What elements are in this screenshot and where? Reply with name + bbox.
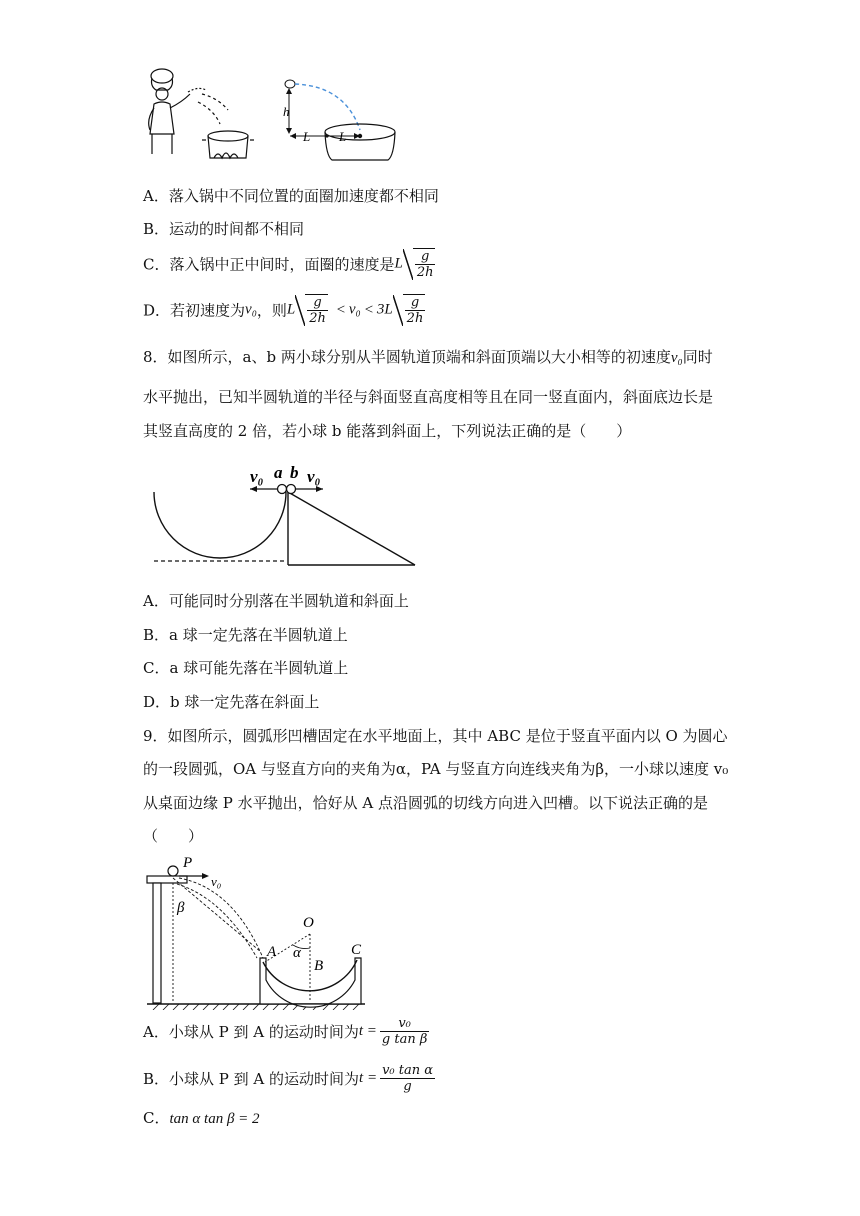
q7-d-sqrt2 <box>403 294 426 326</box>
ball-P <box>168 866 178 876</box>
q7-option-b: B．运动的时间都不相同 <box>143 220 305 238</box>
q9-option-b-text: B．小球从 P 到 A 的运动时间为 <box>143 1070 360 1088</box>
q9-stem-line1: 9．如图所示，圆弧形凹槽固定在水平地面上，其中 ABC 是位于竖直平面内以 O 为圆心 <box>143 727 728 745</box>
label-C: C <box>351 942 362 958</box>
q7-option-c <box>143 248 435 280</box>
ball-b <box>287 485 296 494</box>
q9-a-num: v₀ <box>380 1016 429 1032</box>
q7-d-v0b: v₀ <box>348 301 361 318</box>
q7-c-sqrt <box>413 248 436 280</box>
q9-option-a-text: A．小球从 P 到 A 的运动时间为 <box>143 1023 359 1041</box>
q7-figure <box>140 64 400 164</box>
q8-line1-text: 8．如图所示，a、b 两小球分别从半圆轨道顶端和斜面顶端以大小相等的初速度 <box>143 348 671 366</box>
label-v0-left: v₀ <box>250 467 264 486</box>
groove-block <box>260 958 361 1007</box>
trajectory-diagram <box>283 80 395 160</box>
q8-option-c: C．a 球可能先落在半圆轨道上 <box>143 659 349 677</box>
q8-line1-v0: v₀ <box>670 350 683 366</box>
q9-option-c <box>143 1108 260 1129</box>
q7-d-lt2: < <box>363 301 374 318</box>
label-h: h <box>283 104 290 119</box>
q9-figure <box>143 854 373 1010</box>
label-A: A <box>267 944 277 960</box>
q9-b-den: g <box>403 1079 412 1094</box>
q7-d-num1: g <box>307 295 328 311</box>
q7-d-num2: g <box>405 295 426 311</box>
parabolic-path <box>295 84 360 130</box>
label-b: b <box>290 463 299 482</box>
q7-d-L: L <box>286 301 296 318</box>
q9-b-num: v₀ tan α <box>382 1063 434 1078</box>
label-L1: L <box>303 129 311 144</box>
q8-figure <box>148 458 423 570</box>
label-v0: v₀ <box>211 874 222 889</box>
label-v0-right: v₀ <box>307 467 321 486</box>
q8-stem-line3: 其竖直高度的 2 倍，若小球 b 能落到斜面上，下列说法正确的是（ ） <box>143 422 632 440</box>
q8-stem-line2: 水平抛出，已知半圆轨道的半径与斜面竖直高度相等且在同一竖直面内，斜面底边长是 <box>143 388 714 406</box>
table-leg <box>153 883 161 1003</box>
q8-option-a: A．可能同时分别落在半圆轨道和斜面上 <box>143 592 409 610</box>
q9-option-c-text: C． <box>143 1109 170 1127</box>
q7-d-mid: ，则 <box>256 301 287 320</box>
label-a: a <box>274 463 283 482</box>
chef-illustration <box>149 69 228 154</box>
pot-illustration <box>202 131 254 158</box>
q7-d-sqrt1 <box>305 294 328 326</box>
q7-d-den2: 2h <box>406 311 424 326</box>
q7-option-d <box>143 294 425 326</box>
q7-c-num: g <box>415 249 436 265</box>
incline-slope <box>288 492 415 565</box>
q7-option-c-text: C．落入锅中正中间时，面圈的速度是 <box>143 255 395 274</box>
q9-b-lhs: t = <box>359 1070 378 1086</box>
q7-d-den1: 2h <box>309 311 326 326</box>
table-top <box>147 876 187 883</box>
q9-option-a <box>143 1016 429 1047</box>
ball-a <box>278 485 287 494</box>
q7-option-d-text: D．若初速度为 <box>143 301 246 320</box>
q7-c-den: 2h <box>416 265 434 280</box>
q8-option-d: D．b 球一定先落在斜面上 <box>143 693 320 711</box>
q7-option-a: A．落入锅中不同位置的面圈加速度都不相同 <box>143 187 439 205</box>
q7-d-v0: v₀ <box>245 301 257 318</box>
q9-option-b <box>143 1063 435 1094</box>
q7-c-L: L <box>394 255 403 272</box>
label-P: P <box>183 855 193 871</box>
q7-d-3L: 3L <box>376 301 393 318</box>
label-alpha: α <box>293 945 301 961</box>
q9-c-expr: tan α tan β = 2 <box>169 1111 260 1127</box>
semicircle-track <box>154 492 286 558</box>
q9-a-lhs: t = <box>358 1023 377 1039</box>
q8-option-b: B．a 球一定先落在半圆轨道上 <box>143 626 348 644</box>
label-B: B <box>314 958 324 974</box>
q7-d-lt1: < <box>335 301 346 318</box>
label-O: O <box>303 915 314 931</box>
q9-stem-line4: （ ） <box>143 827 204 845</box>
q8-stem-line1 <box>143 347 713 368</box>
q8-line1-tail: 同时 <box>682 348 713 366</box>
q9-a-den: g tan β <box>381 1032 428 1047</box>
label-L2: L <box>339 129 347 144</box>
label-beta: β <box>177 900 185 916</box>
q9-stem-line2: 的一段圆弧，OA 与竖直方向的夹角为α，PA 与竖直方向连线夹角为β，一小球以速度 v₀ <box>143 760 729 778</box>
q9-stem-line3: 从桌面边缘 P 水平抛出，恰好从 A 点沿圆弧的切线方向进入凹槽。以下说法正确的是 <box>143 794 709 812</box>
